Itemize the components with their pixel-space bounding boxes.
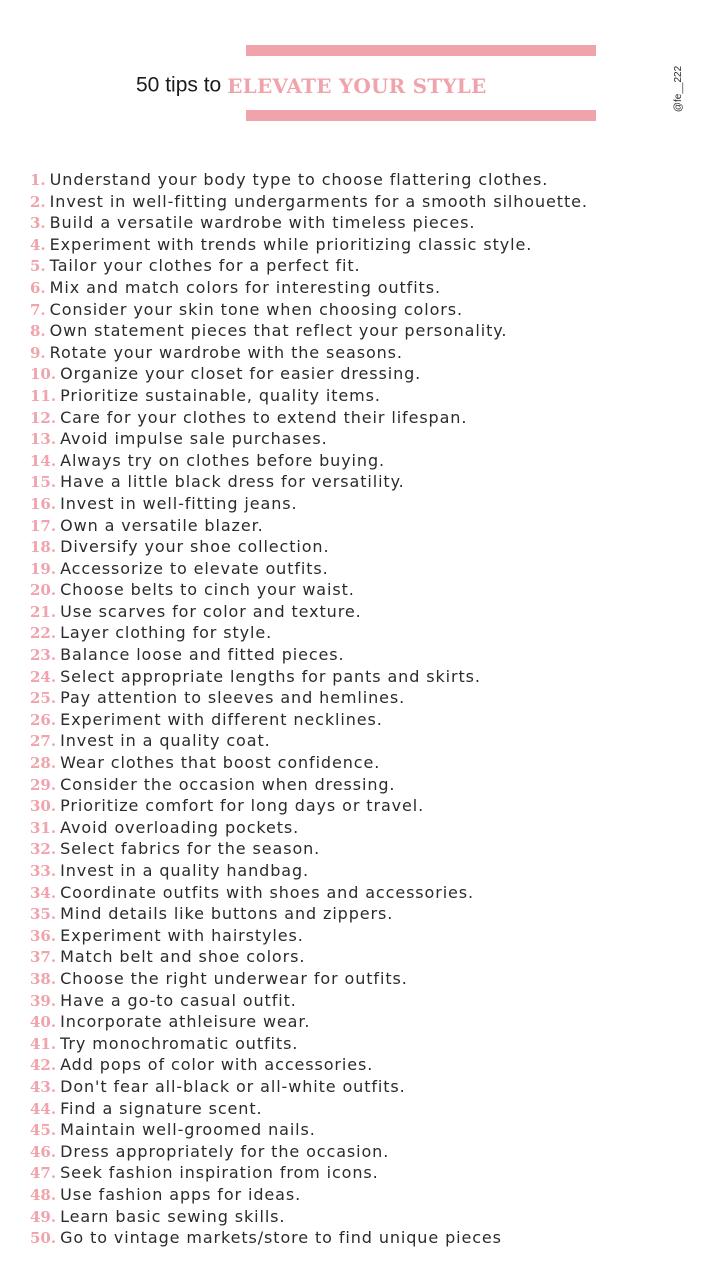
tip-number: 43. — [30, 1077, 57, 1096]
tip-number: 30. — [30, 797, 57, 816]
tip-text: Mix and match colors for interesting outfits. — [49, 277, 441, 297]
tip-item — [30, 191, 588, 213]
tip-text: Care for your clothes to extend their lifespan. — [60, 407, 468, 427]
tip-number: 17. — [30, 516, 57, 535]
tip-text: Invest in well-fitting jeans. — [60, 493, 298, 513]
tip-text: Use scarves for color and texture. — [60, 601, 362, 621]
tip-text: Prioritize comfort for long days or travel. — [60, 796, 425, 816]
tip-item — [30, 299, 588, 321]
page-title — [136, 70, 487, 101]
tip-item — [30, 1119, 588, 1141]
tip-number: 18. — [30, 538, 57, 557]
tip-item — [30, 925, 588, 947]
tip-text: Maintain well-groomed nails. — [60, 1120, 316, 1140]
tip-text: Balance loose and fitted pieces. — [60, 645, 345, 665]
tip-text: Understand your body type to choose flattering clothes. — [49, 170, 549, 189]
tip-item — [30, 730, 588, 752]
tip-item — [30, 212, 588, 234]
tip-number: 31. — [30, 818, 57, 837]
tips-list — [30, 169, 588, 1249]
tip-text: Consider your skin tone when choosing colors. — [49, 299, 463, 319]
tip-text: Tailor your clothes for a perfect fit. — [49, 256, 361, 276]
top-accent-bar — [246, 45, 596, 56]
tip-item — [30, 493, 588, 515]
tip-text: Have a go-to casual outfit. — [60, 990, 297, 1010]
tip-text: Select appropriate lengths for pants and skirts. — [60, 666, 481, 686]
tip-text: Consider the occasion when dressing. — [60, 774, 396, 794]
tip-text: Avoid overloading pockets. — [60, 817, 300, 837]
tip-number: 46. — [30, 1142, 57, 1161]
tip-number: 20. — [30, 581, 57, 600]
tip-item — [30, 903, 588, 925]
tip-item — [30, 795, 588, 817]
tip-text: Choose the right underwear for outfits. — [60, 968, 408, 988]
title-lead: 50 tips to — [136, 73, 222, 97]
title-emphasis: ELEVATE YOUR STYLE — [227, 73, 487, 98]
tip-number: 40. — [30, 1013, 57, 1032]
tip-item — [30, 1076, 588, 1098]
tip-text: Layer clothing for style. — [60, 623, 273, 643]
tip-item — [30, 860, 588, 882]
tip-item — [30, 709, 588, 731]
tip-number: 28. — [30, 754, 57, 773]
tip-text: Use fashion apps for ideas. — [60, 1184, 302, 1204]
tip-number: 32. — [30, 840, 57, 859]
tip-item — [30, 234, 588, 256]
author-handle: @fe__222 — [673, 65, 684, 113]
tip-text: Don't fear all-black or all-white outfits. — [60, 1076, 406, 1096]
tip-text: Experiment with trends while prioritizing classic style. — [49, 234, 533, 254]
tip-text: Accessorize to elevate outfits. — [60, 558, 329, 578]
tip-item — [30, 838, 588, 860]
tip-item — [30, 990, 588, 1012]
tip-number: 36. — [30, 926, 57, 945]
tip-number: 41. — [30, 1034, 57, 1053]
tip-item — [30, 450, 588, 472]
tip-item — [30, 882, 588, 904]
tip-number: 37. — [30, 948, 57, 967]
tip-item — [30, 385, 588, 407]
tip-number: 9. — [30, 343, 46, 362]
tip-number: 24. — [30, 667, 57, 686]
tip-item — [30, 255, 588, 277]
tip-text: Invest in a quality coat. — [60, 731, 271, 751]
tip-item — [30, 946, 588, 968]
tip-number: 26. — [30, 710, 57, 729]
tip-number: 44. — [30, 1099, 57, 1118]
tip-text: Go to vintage markets/store to find unique pieces — [60, 1228, 502, 1248]
tip-text: Incorporate athleisure wear. — [60, 1012, 311, 1032]
tip-number: 49. — [30, 1207, 57, 1226]
tip-number: 48. — [30, 1185, 57, 1204]
tip-number: 16. — [30, 494, 57, 513]
tip-number: 35. — [30, 905, 57, 924]
tip-item — [30, 644, 588, 666]
tip-item — [30, 1011, 588, 1033]
tip-item — [30, 579, 588, 601]
tip-number: 38. — [30, 969, 57, 988]
tip-text: Have a little black dress for versatility. — [60, 472, 405, 492]
tip-item — [30, 601, 588, 623]
tip-item — [30, 1206, 588, 1228]
tip-number: 5. — [30, 257, 46, 276]
tip-number: 33. — [30, 862, 57, 880]
tip-number: 4. — [30, 235, 46, 254]
tip-item — [30, 1054, 588, 1076]
tip-item — [30, 536, 588, 558]
tip-text: Add pops of color with accessories. — [60, 1055, 374, 1075]
tip-number: 1. — [30, 171, 46, 189]
tip-item — [30, 752, 588, 774]
tip-text: Invest in a quality handbag. — [60, 861, 310, 880]
tip-item — [30, 363, 588, 385]
tip-text: Organize your closet for easier dressing. — [60, 364, 422, 384]
tip-item — [30, 471, 588, 493]
tip-number: 21. — [30, 602, 57, 621]
tip-text: Pay attention to sleeves and hemlines. — [60, 688, 406, 708]
tip-item — [30, 558, 588, 580]
tip-item — [30, 1162, 588, 1184]
tip-text: Avoid impulse sale purchases. — [60, 429, 328, 449]
tip-text: Build a versatile wardrobe with timeless pieces. — [49, 213, 476, 233]
tip-item — [30, 666, 588, 688]
tip-text: Choose belts to cinch your waist. — [60, 580, 355, 600]
tip-number: 13. — [30, 430, 57, 449]
tip-text: Always try on clothes before buying. — [60, 450, 385, 470]
tip-number: 8. — [30, 322, 46, 341]
tip-number: 45. — [30, 1121, 57, 1140]
tip-number: 34. — [30, 883, 57, 902]
tip-number: 29. — [30, 775, 57, 794]
tip-text: Rotate your wardrobe with the seasons. — [49, 342, 403, 362]
tip-item — [30, 1098, 588, 1120]
tip-item — [30, 687, 588, 709]
tip-item — [30, 622, 588, 644]
tip-item — [30, 320, 588, 342]
tip-item — [30, 1227, 588, 1249]
tip-text: Select fabrics for the season. — [60, 839, 321, 859]
tip-number: 23. — [30, 646, 57, 665]
tip-text: Try monochromatic outfits. — [60, 1033, 299, 1053]
tip-item — [30, 515, 588, 537]
tip-number: 15. — [30, 473, 57, 492]
tip-item — [30, 1184, 588, 1206]
tip-number: 42. — [30, 1056, 57, 1075]
tip-item — [30, 428, 588, 450]
tip-number: 50. — [30, 1229, 57, 1248]
tip-text: Seek fashion inspiration from icons. — [60, 1163, 379, 1183]
tip-number: 12. — [30, 408, 57, 427]
tip-number: 39. — [30, 991, 57, 1010]
tip-item — [30, 277, 588, 299]
tip-number: 22. — [30, 624, 57, 643]
tip-number: 25. — [30, 689, 57, 708]
tip-text: Diversify your shoe collection. — [60, 537, 330, 557]
tip-number: 3. — [30, 214, 46, 233]
tip-text: Own statement pieces that reflect your personality. — [49, 321, 508, 341]
tip-item — [30, 817, 588, 839]
tip-number: 10. — [30, 365, 57, 384]
tip-text: Match belt and shoe colors. — [60, 947, 306, 967]
tip-item — [30, 407, 588, 429]
tip-text: Prioritize sustainable, quality items. — [60, 385, 381, 405]
tip-number: 6. — [30, 278, 46, 297]
tip-text: Coordinate outfits with shoes and accessories. — [60, 882, 475, 902]
tip-item — [30, 169, 588, 191]
tip-number: 7. — [30, 300, 46, 319]
tip-number: 47. — [30, 1164, 57, 1183]
tip-number: 2. — [30, 192, 46, 211]
bottom-accent-bar — [246, 110, 596, 121]
tip-item — [30, 968, 588, 990]
tip-text: Invest in well-fitting undergarments for a smooth silhouette. — [49, 191, 588, 211]
tip-text: Mind details like buttons and zippers. — [60, 904, 394, 924]
tip-item — [30, 342, 588, 364]
tip-text: Own a versatile blazer. — [60, 515, 264, 535]
tip-text: Find a signature scent. — [60, 1098, 263, 1118]
tip-number: 14. — [30, 451, 57, 470]
tip-item — [30, 1033, 588, 1055]
tip-item — [30, 1141, 588, 1163]
tip-text: Experiment with different necklines. — [60, 709, 383, 729]
tip-number: 11. — [30, 386, 57, 405]
tip-text: Learn basic sewing skills. — [60, 1206, 286, 1226]
tip-number: 19. — [30, 559, 57, 578]
tip-text: Experiment with hairstyles. — [60, 925, 304, 945]
tip-text: Dress appropriately for the occasion. — [60, 1141, 390, 1161]
tip-number: 27. — [30, 732, 57, 751]
tip-item — [30, 774, 588, 796]
tip-text: Wear clothes that boost confidence. — [60, 753, 381, 773]
